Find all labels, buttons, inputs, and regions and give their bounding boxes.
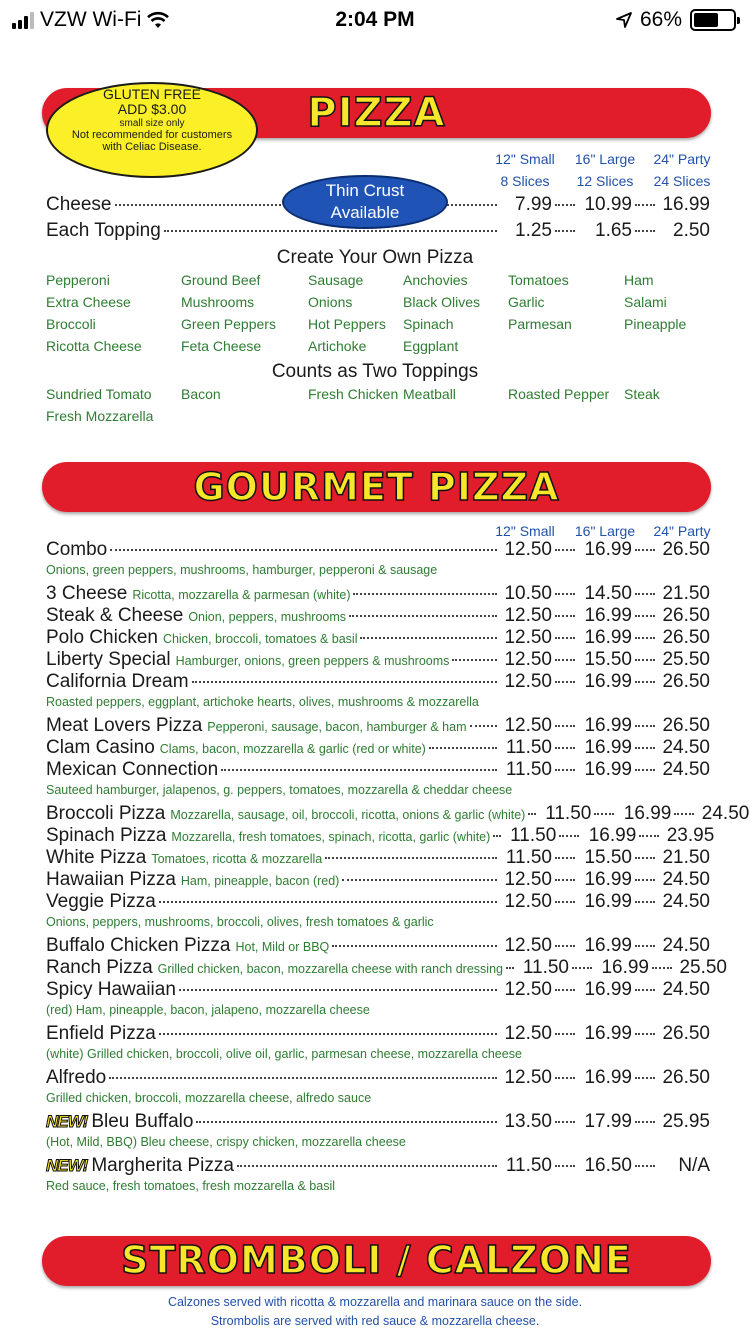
topping-topping-item: Artichoke <box>308 338 367 354</box>
gourmet-item-row <box>46 671 710 695</box>
price-large: 17.99 <box>584 1111 632 1132</box>
price-small: 11.50 <box>522 957 569 978</box>
gourmet-item-row <box>46 605 710 629</box>
price-party: 2.50 <box>673 220 710 241</box>
price-large: 16.99 <box>584 1023 632 1044</box>
item-name: Buffalo Chicken Pizza <box>46 935 231 956</box>
item-name: Mexican Connection <box>46 759 219 780</box>
price-large: 16.99 <box>584 539 632 560</box>
gourmet-item-row <box>46 715 710 739</box>
price-large: 16.99 <box>584 891 632 912</box>
item-name: 3 Cheese <box>46 583 128 604</box>
size-party-slices: 24 Slices <box>653 173 711 190</box>
topping-topping-item: Sausage <box>308 272 364 288</box>
double-topping-item: Roasted Pepper <box>508 386 610 402</box>
battery-percent: 66% <box>639 8 682 31</box>
price-small: 11.50 <box>505 737 552 758</box>
gourmet-item-row <box>46 1111 710 1135</box>
item-name: Spinach Pizza <box>46 825 167 846</box>
price-party: N/A <box>678 1155 710 1176</box>
item-name: Margherita Pizza <box>91 1155 234 1176</box>
price-party: 24.50 <box>662 935 710 956</box>
topping-topping-item: Garlic <box>508 294 545 310</box>
item-name: Steak & Cheese <box>46 605 184 626</box>
topping-topping-item: Feta Cheese <box>181 338 262 354</box>
size-small-slices: 8 Slices <box>500 173 550 190</box>
double-topping-item: Meatball <box>403 386 456 402</box>
item-name: Clam Casino <box>46 737 155 758</box>
item-name: Meat Lovers Pizza <box>46 715 203 736</box>
double-topping-item: Fresh Mozzarella <box>46 408 154 424</box>
item-description: Hamburger, onions, green peppers & mushrooms <box>175 654 450 668</box>
gourmet-item-description: Grilled chicken, broccoli, mozzarella cheese, alfredo sauce <box>46 1091 372 1105</box>
price-party: 23.95 <box>666 825 715 846</box>
gourmet-item-row <box>46 1155 710 1179</box>
price-small: 11.50 <box>505 1155 552 1176</box>
gluten-free-price: ADD $3.00 <box>117 101 187 118</box>
status-bar <box>0 0 750 40</box>
gourmet-item-row <box>46 583 710 607</box>
price-large: 16.99 <box>584 935 632 956</box>
gourmet-item-row <box>46 979 710 1003</box>
topping-topping-item: Mushrooms <box>181 294 255 310</box>
item-description: Clams, bacon, mozzarella & garlic (red or white) <box>159 742 426 756</box>
item-description: Tomatoes, ricotta & mozzarella <box>151 852 323 866</box>
gourmet-banner <box>42 462 711 512</box>
price-small: 12.50 <box>504 891 552 912</box>
price-small: 12.50 <box>504 671 552 692</box>
item-name: Bleu Buffalo <box>91 1111 194 1132</box>
price-small: 11.50 <box>505 847 552 868</box>
price-party: 26.50 <box>662 1067 710 1088</box>
price-party: 26.50 <box>662 715 710 736</box>
price-large: 16.99 <box>623 803 672 824</box>
price-party: 26.50 <box>662 627 710 648</box>
item-name: Each Topping <box>46 220 161 241</box>
price-large: 16.99 <box>584 759 632 780</box>
size-party-label: 24" Party <box>653 151 711 167</box>
price-party: 24.50 <box>662 979 710 1000</box>
gourmet-item-row <box>46 759 710 783</box>
item-name: Alfredo <box>46 1067 107 1088</box>
price-party: 26.50 <box>662 1023 710 1044</box>
topping-topping-item: Black Olives <box>403 294 481 310</box>
pizza-title: PIZZA <box>307 90 446 136</box>
item-description: Hot, Mild or BBQ <box>235 940 330 954</box>
price-large: 15.50 <box>584 847 632 868</box>
price-large: 16.99 <box>584 715 632 736</box>
battery-icon <box>690 9 736 31</box>
gluten-free-note: small size only <box>119 117 185 129</box>
price-party: 21.50 <box>662 583 710 604</box>
item-name: Combo <box>46 539 108 560</box>
gourmet-title: GOURMET PIZZA <box>193 465 560 509</box>
carrier-label: VZW Wi-Fi <box>40 8 142 31</box>
price-party: 26.50 <box>662 539 710 560</box>
price-party: 24.50 <box>662 891 710 912</box>
topping-topping-item: Salami <box>624 294 667 310</box>
topping-topping-item: Hot Peppers <box>308 316 386 332</box>
price-large: 16.99 <box>601 957 649 978</box>
clock: 2:04 PM <box>335 8 415 31</box>
gourmet-item-row <box>46 649 710 673</box>
location-arrow-icon <box>616 12 632 28</box>
new-badge: NEW! <box>46 1156 88 1175</box>
gourmet-item-row <box>46 825 715 849</box>
price-party: 25.50 <box>662 649 710 670</box>
item-description: Mozzarella, fresh tomatoes, spinach, ricotta, garlic (white) <box>171 830 491 844</box>
price-large: 10.99 <box>584 194 632 215</box>
gourmet-item-row <box>46 539 710 563</box>
price-party: 21.50 <box>662 847 710 868</box>
price-small: 12.50 <box>504 605 552 626</box>
create-your-own-heading: Create Your Own Pizza <box>276 247 474 268</box>
size-large-header <box>574 148 636 193</box>
price-small: 12.50 <box>504 979 552 1000</box>
size-small-header <box>494 148 556 193</box>
price-large: 16.99 <box>588 825 637 846</box>
price-small: 12.50 <box>504 1023 552 1044</box>
gourmet-item-description: (red) Ham, pineapple, bacon, jalapeno, mozzarella cheese <box>46 1003 370 1017</box>
item-name: Ranch Pizza <box>46 957 153 978</box>
thin-crust-line2: Available <box>330 203 400 223</box>
item-description: Chicken, broccoli, tomatoes & basil <box>162 632 358 646</box>
price-large: 1.65 <box>595 220 632 241</box>
price-party: 24.50 <box>662 869 710 890</box>
gourmet-item-row <box>46 803 750 827</box>
gourmet-item-description: Sauteed hamburger, jalapenos, g. peppers, tomatoes, mozzarella & cheddar cheese <box>46 783 513 797</box>
gourmet-item-row <box>46 957 727 981</box>
topping-topping-item: Ham <box>624 272 654 288</box>
topping-topping-item: Eggplant <box>403 338 459 354</box>
gourmet-item-description: Red sauce, fresh tomatoes, fresh mozzarella & basil <box>46 1179 336 1193</box>
price-party: 26.50 <box>662 605 710 626</box>
price-party: 26.50 <box>662 671 710 692</box>
gourmet-size-party: 24" Party <box>653 523 711 539</box>
item-name: White Pizza <box>46 847 147 868</box>
size-large-slices: 12 Slices <box>576 173 634 190</box>
size-large-label: 16" Large <box>574 151 636 167</box>
calzone-note: Calzones served with ricotta & mozzarella and marinara sauce on the side. <box>167 1295 583 1309</box>
size-small-label: 12" Small <box>495 151 555 167</box>
gourmet-size-small: 12" Small <box>495 523 555 539</box>
gourmet-item-row <box>46 627 710 651</box>
price-party: 16.99 <box>662 194 710 215</box>
gourmet-item-row <box>46 1067 710 1091</box>
gluten-free-badge <box>46 82 258 178</box>
price-large: 15.50 <box>584 649 632 670</box>
price-small: 12.50 <box>504 627 552 648</box>
double-topping-item: Sundried Tomato <box>46 386 152 402</box>
item-description: Pepperoni, sausage, bacon, hamburger & ham <box>207 720 467 734</box>
topping-topping-item: Extra Cheese <box>46 294 131 310</box>
price-small: 11.50 <box>510 825 557 846</box>
gourmet-item-row <box>46 869 710 893</box>
price-large: 16.99 <box>584 605 632 626</box>
price-small: 11.50 <box>505 759 552 780</box>
item-description: Grilled chicken, bacon, mozzarella cheese with ranch dressing <box>157 962 503 976</box>
topping-topping-item: Pepperoni <box>46 272 110 288</box>
gluten-free-warning: Not recommended for customers with Celiac Disease. <box>71 128 233 153</box>
toppings-grid <box>46 272 710 362</box>
price-small: 13.50 <box>504 1111 552 1132</box>
price-party: 24.50 <box>701 803 750 824</box>
gourmet-item-description: (white) Grilled chicken, broccoli, olive oil, garlic, parmesan cheese, mozzarella cheese <box>46 1047 522 1061</box>
price-large: 14.50 <box>584 583 632 604</box>
item-name: Broccoli Pizza <box>46 803 166 824</box>
price-small: 10.50 <box>504 583 552 604</box>
topping-topping-item: Spinach <box>403 316 454 332</box>
price-large: 16.99 <box>584 869 632 890</box>
topping-topping-item: Pineapple <box>624 316 687 332</box>
double-topping-item: Fresh Chicken <box>308 386 399 402</box>
gourmet-item-row <box>46 935 710 959</box>
two-toppings-heading: Counts as Two Toppings <box>271 361 479 382</box>
topping-topping-item: Broccoli <box>46 316 96 332</box>
price-large: 16.50 <box>584 1155 632 1176</box>
gourmet-item-row <box>46 891 710 915</box>
gourmet-item-row <box>46 847 710 871</box>
double-topping-item: Bacon <box>181 386 221 402</box>
item-description: Ricotta, mozzarella & parmesan (white) <box>132 588 351 602</box>
price-small: 12.50 <box>504 869 552 890</box>
price-party: 25.95 <box>662 1111 710 1132</box>
topping-topping-item: Parmesan <box>508 316 572 332</box>
gourmet-item-description: (Hot, Mild, BBQ) Bleu cheese, crispy chicken, mozzarella cheese <box>46 1135 406 1149</box>
price-small: 1.25 <box>515 220 552 241</box>
price-small: 7.99 <box>515 194 552 215</box>
item-name: Polo Chicken <box>46 627 158 648</box>
stromboli-title: STROMBOLI / CALZONE <box>121 1238 632 1282</box>
price-small: 12.50 <box>504 539 552 560</box>
price-large: 16.99 <box>584 1067 632 1088</box>
price-small: 12.50 <box>504 1067 552 1088</box>
topping-topping-item: Tomatoes <box>508 272 569 288</box>
item-name: Veggie Pizza <box>46 891 156 912</box>
new-badge: NEW! <box>46 1112 88 1131</box>
item-description: Onion, peppers, mushrooms <box>188 610 347 624</box>
topping-topping-item: Ground Beef <box>181 272 261 288</box>
gourmet-item-row <box>46 1023 710 1047</box>
double-topping-item: Steak <box>624 386 660 402</box>
thin-crust-badge <box>282 175 448 229</box>
item-name: Hawaiian Pizza <box>46 869 176 890</box>
topping-topping-item: Onions <box>308 294 353 310</box>
price-party: 25.50 <box>679 957 727 978</box>
topping-topping-item: Anchovies <box>403 272 468 288</box>
gourmet-size-large: 16" Large <box>574 523 636 539</box>
price-small: 12.50 <box>504 715 552 736</box>
item-name: Liberty Special <box>46 649 171 670</box>
gluten-free-label: GLUTEN FREE <box>102 86 201 102</box>
item-name: Enfield Pizza <box>46 1023 156 1044</box>
item-description: Mozzarella, sausage, oil, broccoli, ricotta, onions & garlic (white) <box>170 808 526 822</box>
gourmet-item-row <box>46 737 710 761</box>
topping-topping-item: Green Peppers <box>181 316 276 332</box>
double-toppings-grid <box>46 386 710 430</box>
gourmet-item-description: Onions, green peppers, mushrooms, hamburger, pepperoni & sausage <box>46 563 438 577</box>
price-large: 16.99 <box>584 737 632 758</box>
stromboli-note: Strombolis are served with red sauce & mozzarella cheese. <box>210 1314 540 1329</box>
price-large: 16.99 <box>584 671 632 692</box>
item-name: Spicy Hawaiian <box>46 979 176 1000</box>
price-small: 12.50 <box>504 935 552 956</box>
price-small: 12.50 <box>504 649 552 670</box>
status-right <box>616 8 736 32</box>
thin-crust-line1: Thin Crust <box>325 181 405 200</box>
item-description: Ham, pineapple, bacon (red) <box>180 874 340 888</box>
stromboli-banner <box>42 1236 711 1286</box>
size-party-header <box>650 148 714 193</box>
price-large: 16.99 <box>584 627 632 648</box>
price-party: 24.50 <box>662 737 710 758</box>
gourmet-item-description: Onions, peppers, mushrooms, broccoli, olives, fresh tomatoes & garlic <box>46 915 434 929</box>
item-name: California Dream <box>46 671 189 692</box>
price-large: 16.99 <box>584 979 632 1000</box>
price-party: 24.50 <box>662 759 710 780</box>
stromboli-notes <box>0 1293 750 1332</box>
gourmet-item-description: Roasted peppers, eggplant, artichoke hearts, olives, mushrooms & mozzarella <box>46 695 479 709</box>
item-name: Cheese <box>46 194 112 215</box>
price-small: 11.50 <box>545 803 592 824</box>
topping-topping-item: Ricotta Cheese <box>46 338 142 354</box>
